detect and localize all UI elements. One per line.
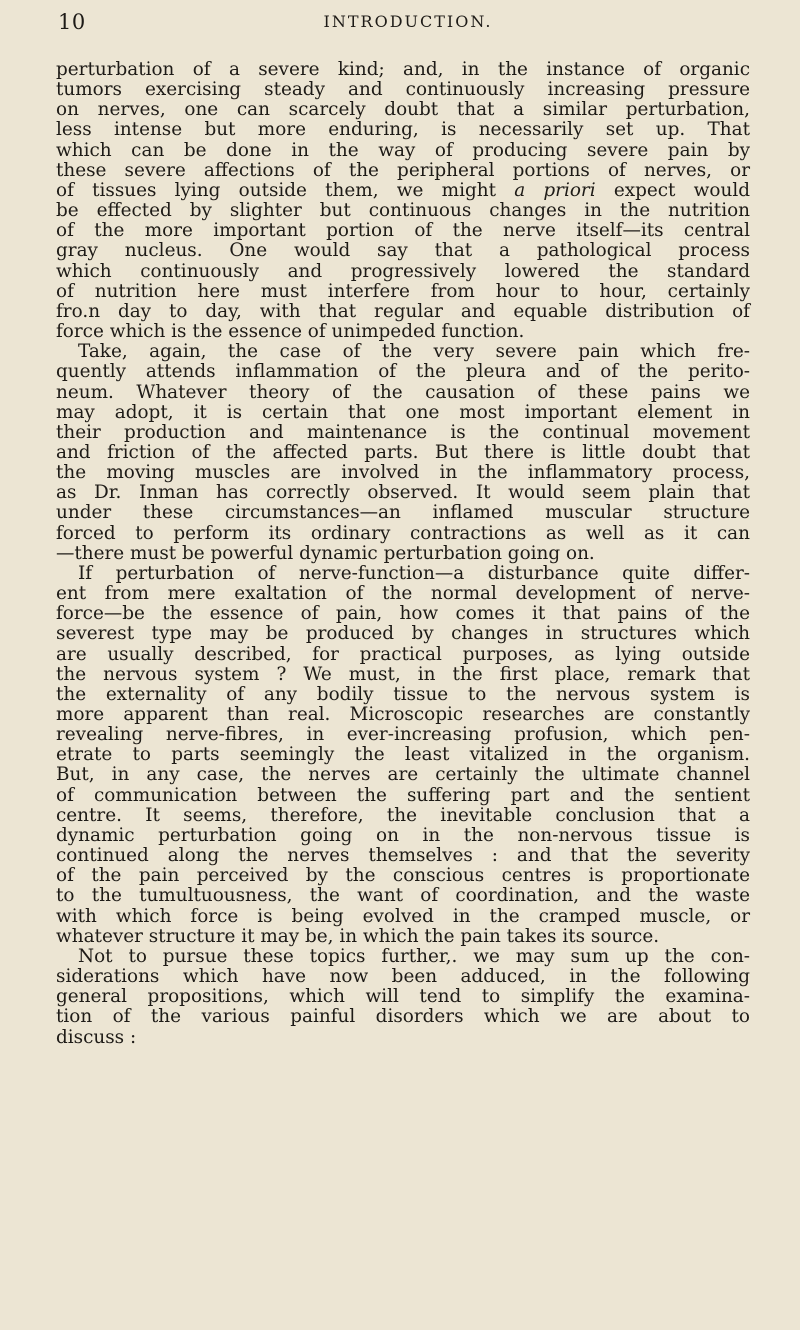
- text-line: of nutrition here must interfere from hour to hour, certainly: [56, 280, 750, 302]
- text-line: which continuously and progressively lowered the standard: [56, 260, 750, 282]
- text-line: force which is the essence of unimpeded function.: [56, 321, 525, 343]
- text-line: may adopt, it is certain that one most important element in: [56, 401, 750, 423]
- paragraph: [56, 342, 750, 564]
- text-line: are usually described, for practical purposes, as lying outside: [56, 643, 750, 665]
- text-line: of communication between the suffering part and the sentient: [56, 784, 750, 806]
- text-line: which can be done in the way of producing severe pain by: [56, 139, 750, 161]
- text-line: under these circumstances—an inflamed muscular structure: [56, 502, 750, 524]
- text-line: If perturbation of nerve-function—a disturbance quite differ-: [78, 562, 750, 584]
- page-number: 10: [58, 10, 86, 34]
- text-line: general propositions, which will tend to simplify the examina-: [56, 986, 750, 1008]
- text-line: their production and maintenance is the continual movement: [56, 421, 750, 443]
- text-line: these severe affections of the peripheral portions of nerves, or: [56, 159, 750, 181]
- text-line: tion of the various painful disorders which we are about to: [56, 1006, 750, 1028]
- text-line: revealing nerve-fibres, in ever-increasing profusion, which pen-: [56, 724, 750, 746]
- text-line: the externality of any bodily tissue to the nervous system is: [56, 683, 750, 705]
- text-line: whatever structure it may be, in which the pain takes its source.: [56, 925, 660, 947]
- text-line: But, in any case, the nerves are certainly the ultimate channel: [56, 764, 750, 786]
- text-line: Take, again, the case of the very severe pain which fre-: [78, 341, 750, 363]
- text-line: centre. It seems, therefore, the inevitable conclusion that a: [56, 804, 750, 826]
- text-line: of the more important portion of the nerve itself—its central: [56, 220, 750, 242]
- text-line: ent from mere exaltation of the normal development of nerve-: [56, 583, 750, 605]
- text-line: and friction of the affected parts. But there is little doubt that: [56, 441, 750, 463]
- text-line: discuss :: [56, 1026, 137, 1048]
- text-line: perturbation of a severe kind; and, in the instance of organic: [56, 59, 750, 80]
- text-line: be effected by slighter but continuous changes in the nutrition: [56, 200, 750, 222]
- text-line: severest type may be produced by changes in structures which: [56, 623, 750, 645]
- text-line: gray nucleus. One would say that a pathological process: [56, 240, 750, 262]
- text-line: of tissues lying outside them, we might a priori expect would: [56, 179, 750, 201]
- text-line: continued along the nerves themselves : and that the severity: [56, 845, 750, 867]
- paragraph: [56, 564, 750, 947]
- paragraph: [56, 60, 750, 342]
- text-line: fro.n day to day, with that regular and equable distribution of: [56, 300, 750, 322]
- text-line: with which force is being evolved in the cramped muscle, or: [56, 905, 750, 927]
- italic-phrase: a priori: [514, 179, 596, 201]
- text-line: etrate to parts seemingly the least vitalized in the organism.: [56, 744, 750, 766]
- text-line: more apparent than real. Microscopic researches are constantly: [56, 704, 750, 725]
- text-line: force—be the essence of pain, how comes it that pains of the: [56, 603, 750, 625]
- text-line: less intense but more enduring, is necessarily set up. That: [56, 119, 750, 141]
- page-header: [58, 10, 758, 40]
- body-text: [56, 60, 750, 1048]
- text-line: of the pain perceived by the conscious centres is proportionate: [56, 865, 750, 887]
- text-line: forced to perform its ordinary contractions as well as it can: [56, 522, 750, 544]
- paragraph: [56, 947, 750, 1048]
- text-line: on nerves, one can scarcely doubt that a similar perturbation,: [56, 99, 750, 121]
- text-line: as Dr. Inman has correctly observed. It would seem plain that: [56, 482, 750, 504]
- text-line: quently attends inflammation of the pleura and of the perito-: [56, 361, 750, 383]
- text-line: dynamic perturbation going on in the non-nervous tissue is: [56, 824, 750, 846]
- text-line: neum. Whatever theory of the causation of these pains we: [56, 381, 750, 403]
- running-head: INTRODUCTION.: [323, 12, 493, 31]
- text-line: tumors exercising steady and continuously increasing pressure: [56, 79, 750, 101]
- text-line: —there must be powerful dynamic perturbation going on.: [56, 542, 595, 564]
- text-line: Not to pursue these topics further,. we may sum up the con-: [78, 945, 750, 967]
- text-line: the nervous system ? We must, in the first place, remark that: [56, 663, 750, 685]
- text-line: to the tumultuousness, the want of coordination, and the waste: [56, 885, 750, 907]
- text-line: siderations which have now been adduced, in the following: [56, 966, 750, 988]
- text-line: the moving muscles are involved in the inflammatory process,: [56, 462, 750, 484]
